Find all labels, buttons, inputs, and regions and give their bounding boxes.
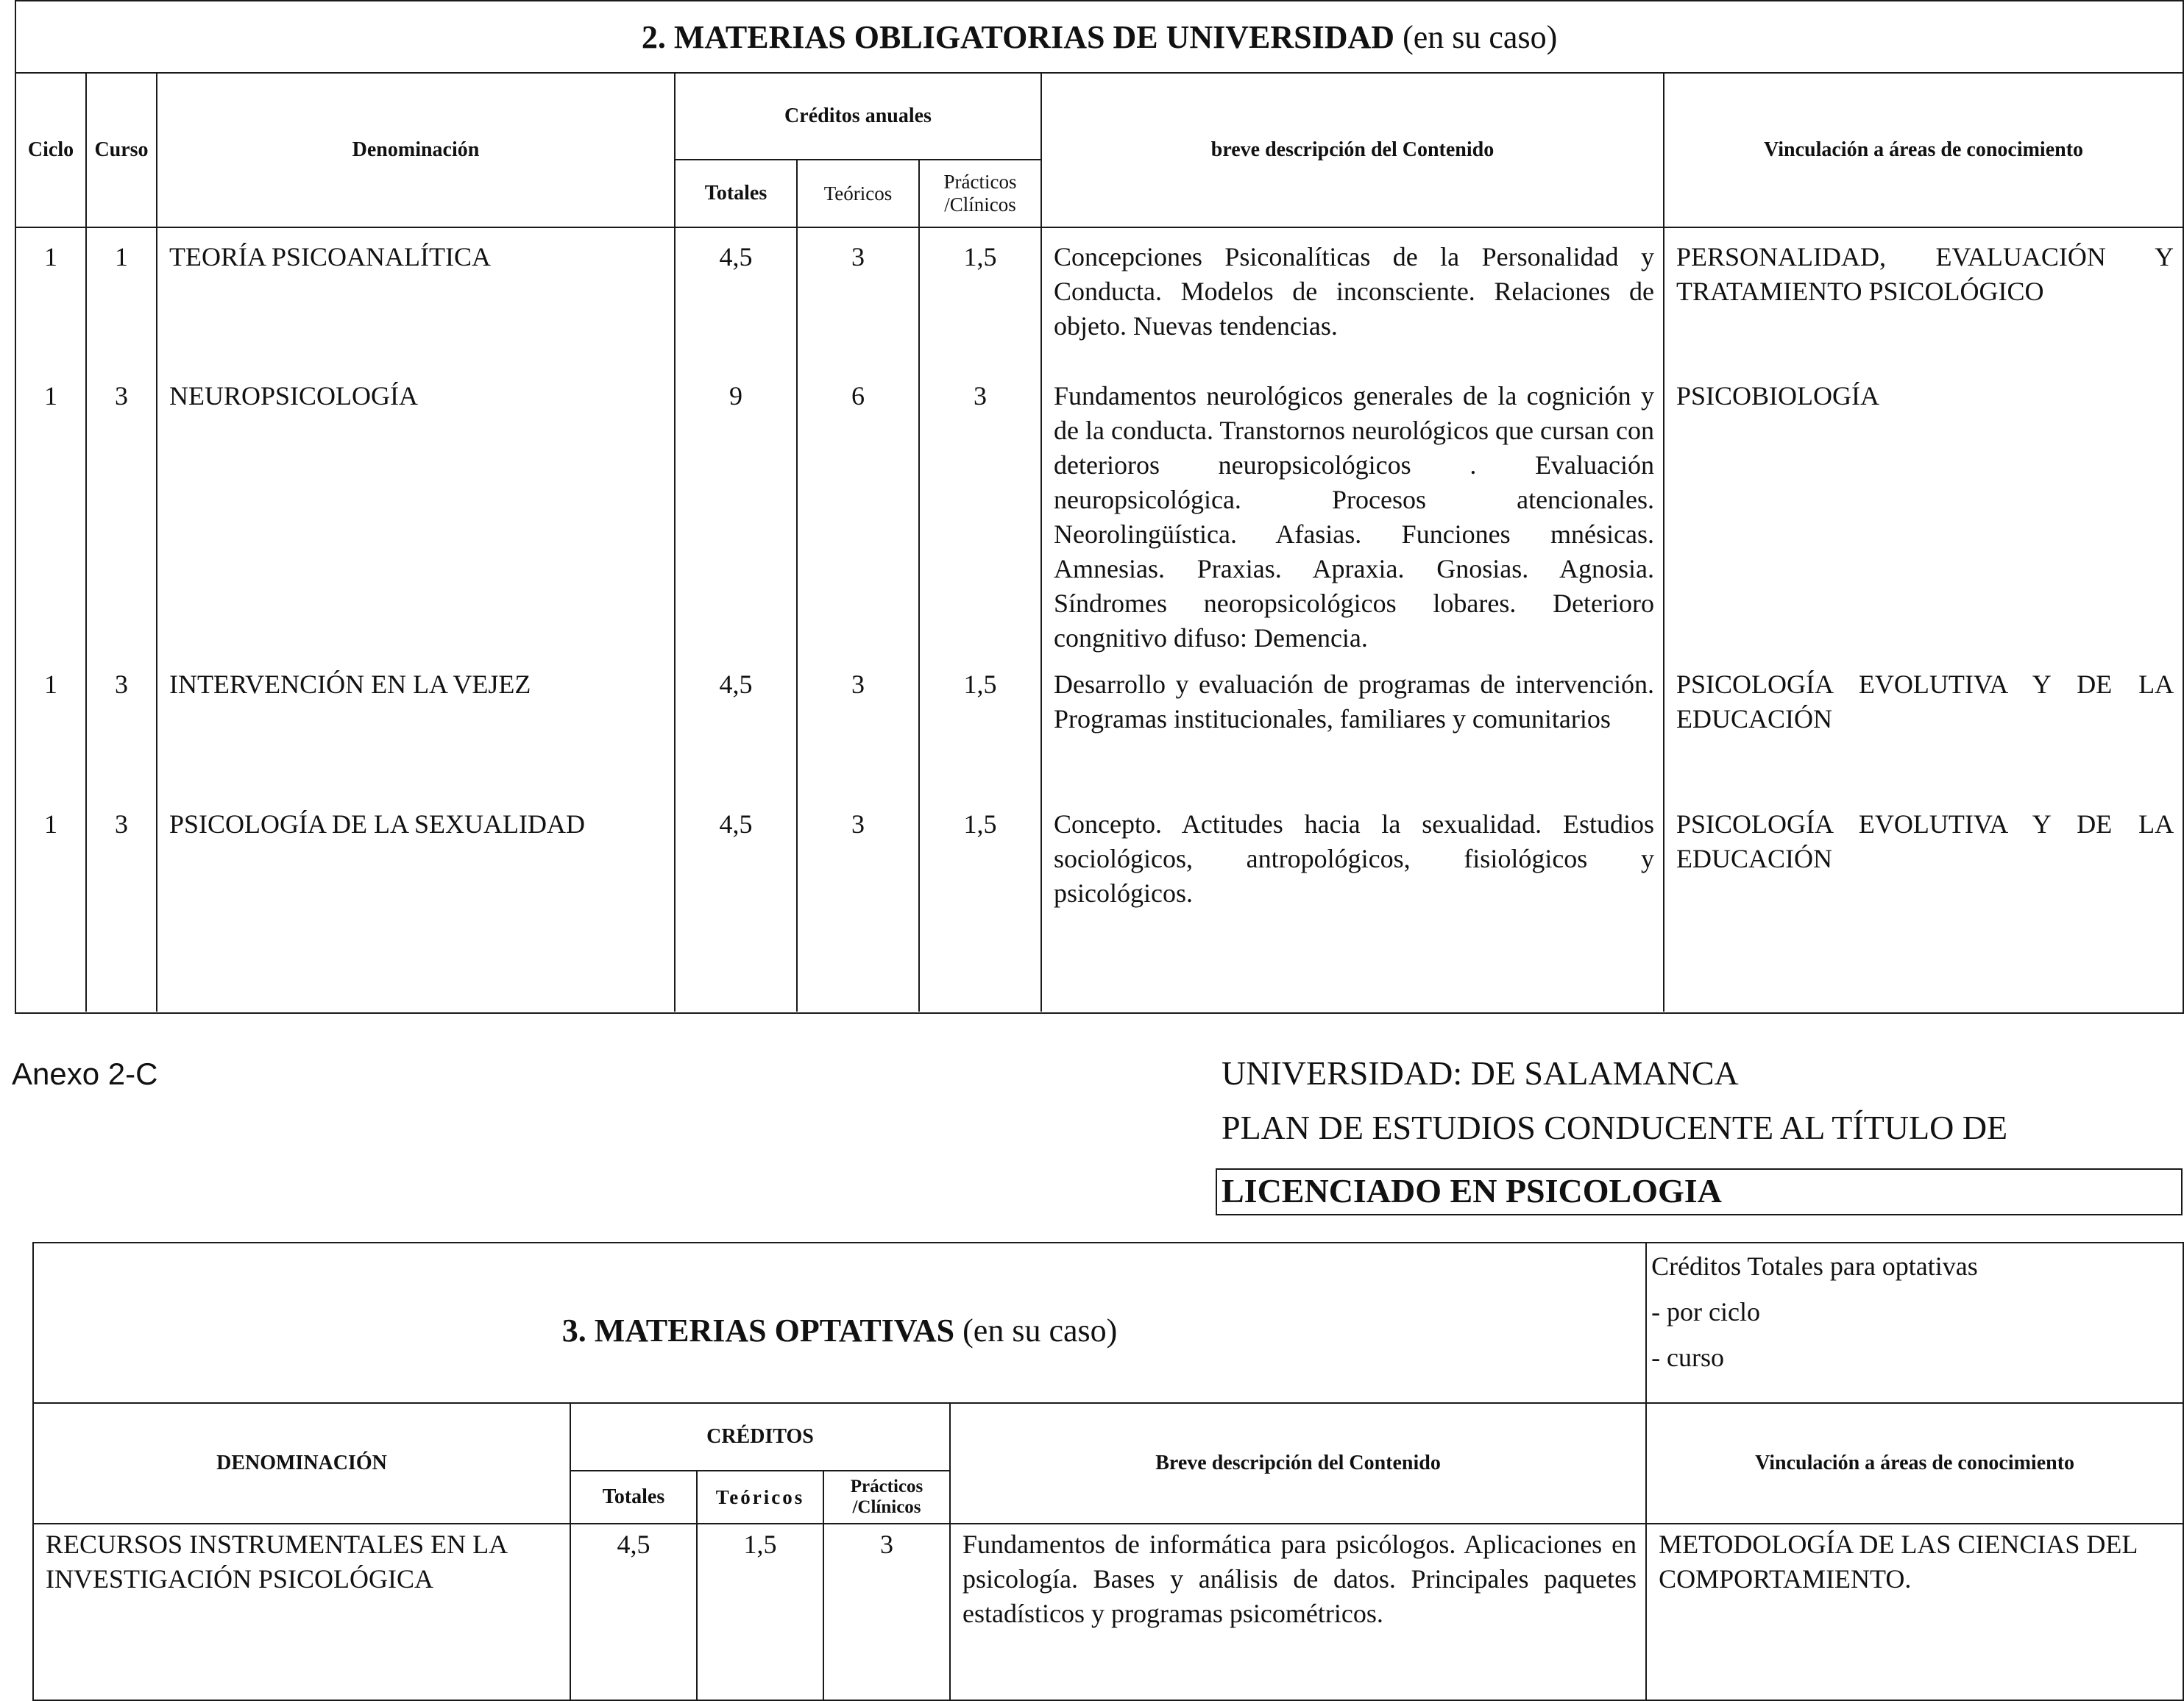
ciclo-cell: 1	[15, 656, 86, 795]
subject-name: RECURSOS INSTRUMENTALES EN LA INVESTIGACIÓN PSICOLÓGICA	[33, 1524, 570, 1700]
annex-label: Anexo 2-C	[12, 1057, 158, 1091]
subject-name: NEUROPSICOLOGÍA	[157, 367, 675, 656]
header-curso: Curso	[86, 73, 157, 227]
header-descripcion: breve descripción del Contenido	[1041, 73, 1664, 227]
credits-theory: 3	[797, 656, 919, 795]
section3-title	[33, 1243, 1646, 1403]
knowledge-area: METODOLOGÍA DE LAS CIENCIAS DEL COMPORTAMIENTO.	[1646, 1524, 2183, 1700]
header-creditos: CRÉDITOS	[570, 1403, 950, 1471]
header-denominacion: DENOMINACIÓN	[33, 1403, 570, 1524]
table-row	[15, 795, 2183, 1012]
subject-name: PSICOLOGÍA DE LA SEXUALIDAD	[157, 795, 675, 1012]
header-practicos: Prácticos /Clínicos	[823, 1471, 950, 1524]
credits-practice: 1,5	[919, 795, 1041, 1012]
section3-title-suffix: (en su caso)	[962, 1312, 1118, 1349]
credits-practice: 1,5	[919, 656, 1041, 795]
subject-description: Concepto. Actitudes hacia la sexualidad. Estudios sociológicos, antropológicos, fisiológicos y psicológicos.	[1041, 795, 1664, 1012]
header-practicos: Prácticos /Clínicos	[919, 160, 1041, 227]
degree-name: LICENCIADO EN PSICOLOGIA	[1222, 1172, 1722, 1210]
credits-total: 4,5	[675, 656, 797, 795]
section2-title	[15, 1, 2183, 73]
header-denominacion: Denominación	[157, 73, 675, 227]
credits-theory: 1,5	[697, 1524, 823, 1700]
subject-name: TEORÍA PSICOANALÍTICA	[157, 227, 675, 367]
curso-cell: 3	[86, 795, 157, 1012]
credits-total: 4,5	[675, 227, 797, 367]
header-totales: Totales	[675, 160, 797, 227]
credits-practice: 1,5	[919, 227, 1041, 367]
credits-total: 9	[675, 367, 797, 656]
optional-credits-info	[1646, 1243, 2183, 1403]
table-row	[15, 227, 2183, 367]
credits-theory: 6	[797, 367, 919, 656]
credits-practice: 3	[919, 367, 1041, 656]
table-row	[15, 367, 2183, 656]
knowledge-area: PSICOLOGÍA EVOLUTIVA Y DE LA EDUCACIÓN	[1664, 656, 2183, 795]
ciclo-cell: 1	[15, 795, 86, 1012]
section2-title-text: 2. MATERIAS OBLIGATORIAS DE UNIVERSIDAD	[641, 18, 1395, 55]
curso-cell: 3	[86, 367, 157, 656]
subject-name: INTERVENCIÓN EN LA VEJEZ	[157, 656, 675, 795]
subject-description: Fundamentos neurológicos generales de la cognición y de la conducta. Transtornos neurológicos que cursan con deterioros neuropsicológicos . Evaluación neuropsicológica. Procesos atencionales. Neorolingüística. Afasias. Funciones mnésicas. Amnesias. Praxias. Apraxia. Gnosias. Agnosia. Síndromes neoropsicológicos lobares. Deterioro congnitivo difuso: Demencia.	[1041, 367, 1664, 656]
header-teoricos: Teóricos	[797, 160, 919, 227]
header-teoricos: Teóricos	[697, 1471, 823, 1524]
plan-title: PLAN DE ESTUDIOS CONDUCENTE AL TÍTULO DE	[1222, 1109, 2008, 1146]
optional-subjects-table	[32, 1242, 2184, 1701]
curso-cell: 3	[86, 656, 157, 795]
knowledge-area: PERSONALIDAD, EVALUACIÓN Y TRATAMIENTO PSICOLÓGICO	[1664, 227, 2183, 367]
optional-per-cycle: - por ciclo	[1651, 1297, 1760, 1327]
subject-description: Concepciones Psiconalíticas de la Personalidad y Conducta. Modelos de inconsciente. Relaciones de objeto. Nuevas tendencias.	[1041, 227, 1664, 367]
subject-description: Desarrollo y evaluación de programas de intervención. Programas institucionales, familiares y comunitarios	[1041, 656, 1664, 795]
table-row	[15, 656, 2183, 795]
optional-credits-label: Créditos Totales para optativas	[1651, 1251, 1978, 1281]
header-descripcion: Breve descripción del Contenido	[950, 1403, 1646, 1524]
degree-box	[1216, 1168, 2183, 1215]
header-vinculacion: Vinculación a áreas de conocimiento	[1646, 1403, 2183, 1524]
credits-theory: 3	[797, 227, 919, 367]
header-ciclo: Ciclo	[15, 73, 86, 227]
credits-theory: 3	[797, 795, 919, 1012]
ciclo-cell: 1	[15, 367, 86, 656]
credits-total: 4,5	[570, 1524, 697, 1700]
compulsory-subjects-table	[15, 0, 2184, 1014]
table-row	[33, 1524, 2183, 1700]
section2-title-suffix: (en su caso)	[1403, 18, 1558, 55]
university-name: UNIVERSIDAD: DE SALAMANCA	[1222, 1054, 1739, 1092]
subject-description: Fundamentos de informática para psicólogos. Aplicaciones en psicología. Bases y análisis de datos. Principales paquetes estadísticos y programas psicométricos.	[950, 1524, 1646, 1700]
header-vinculacion: Vinculación a áreas de conocimiento	[1664, 73, 2183, 227]
curso-cell: 1	[86, 227, 157, 367]
credits-total: 4,5	[675, 795, 797, 1012]
knowledge-area: PSICOLOGÍA EVOLUTIVA Y DE LA EDUCACIÓN	[1664, 795, 2183, 1012]
section3-title-text: 3. MATERIAS OPTATIVAS	[561, 1312, 955, 1349]
optional-per-course: - curso	[1651, 1343, 1725, 1372]
header-creditos: Créditos anuales	[675, 73, 1041, 160]
header-totales: Totales	[570, 1471, 697, 1524]
credits-practice: 3	[823, 1524, 950, 1700]
ciclo-cell: 1	[15, 227, 86, 367]
knowledge-area: PSICOBIOLOGÍA	[1664, 367, 2183, 656]
